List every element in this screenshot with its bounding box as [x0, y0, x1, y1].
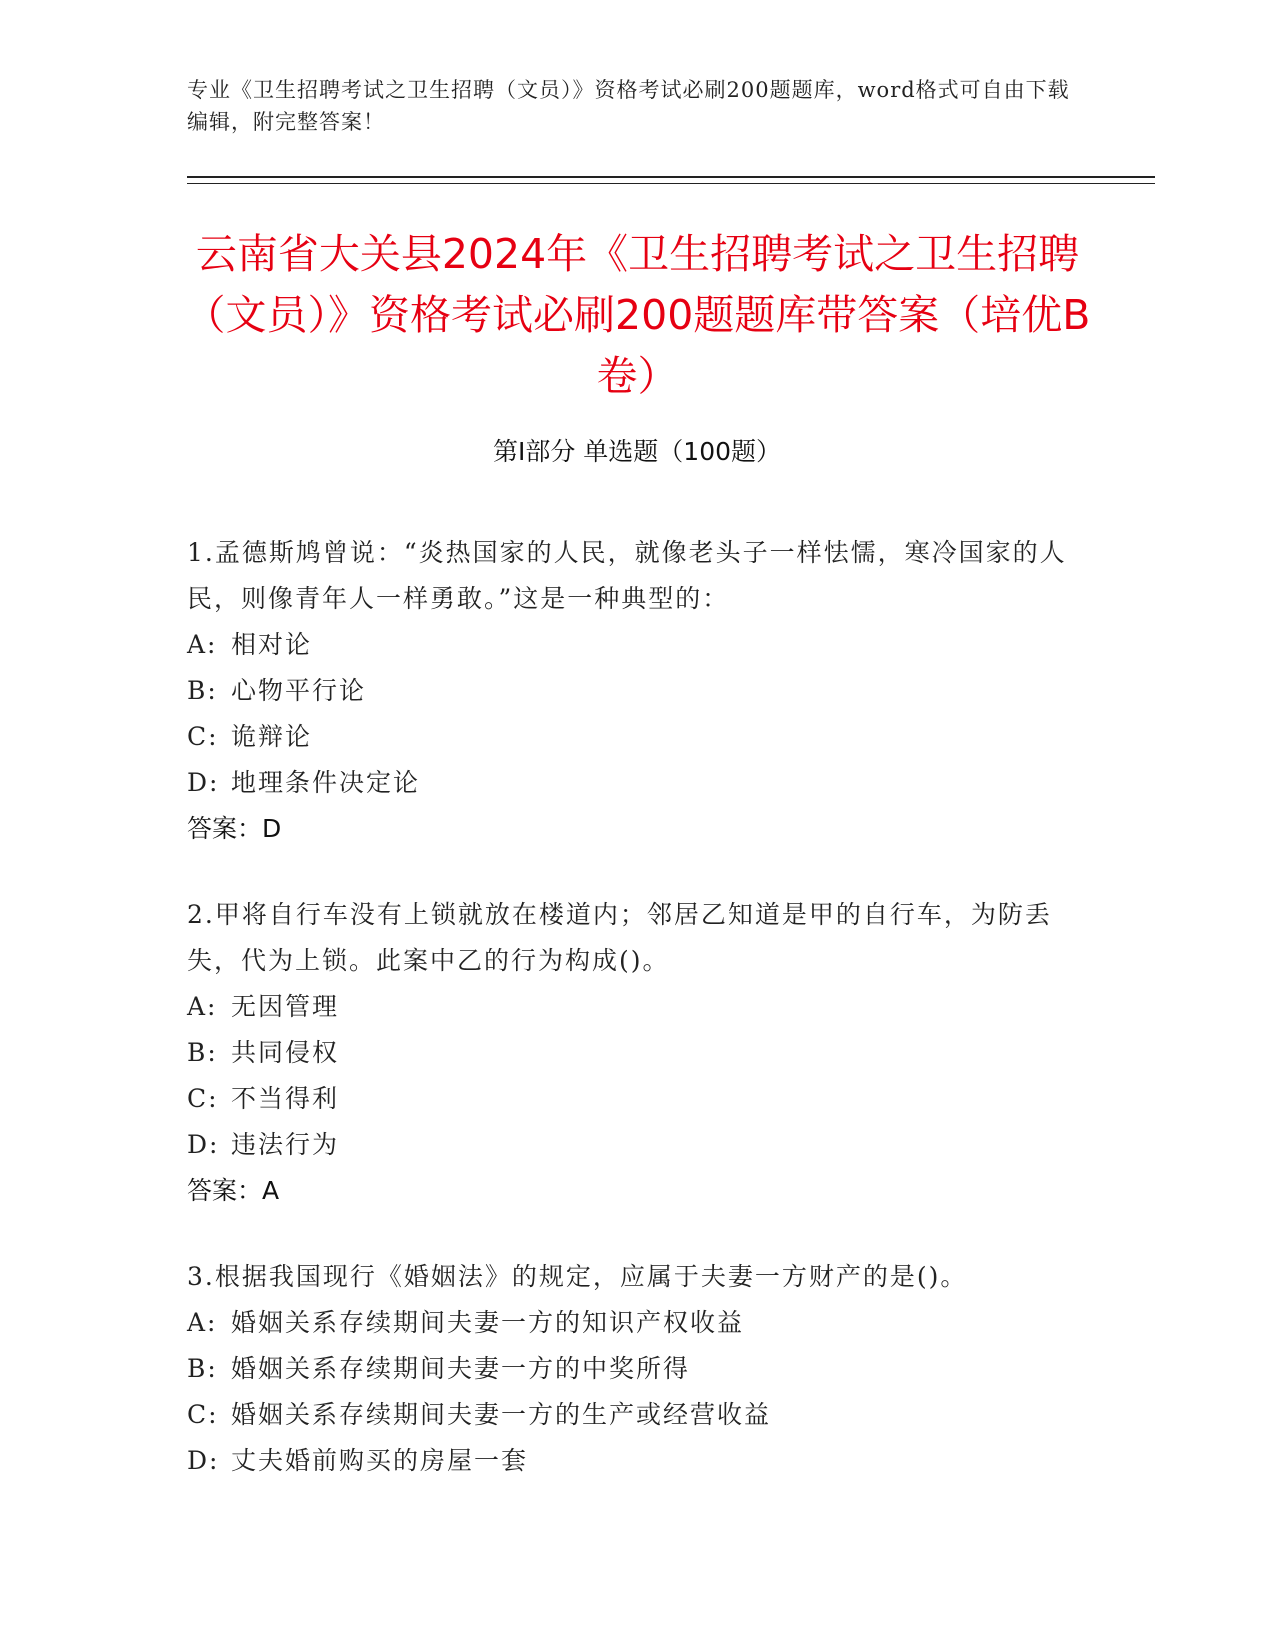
option-key: D: [187, 768, 220, 797]
answer-line: 答案：A [187, 1176, 280, 1205]
question-stem: 3.根据我国现行《婚姻法》的规定，应属于夫妻一方财产的是()。 [187, 1262, 968, 1291]
option-b [187, 1346, 1067, 1392]
option-b [187, 1030, 1067, 1076]
question-3 [187, 1254, 1067, 1484]
question-2 [187, 892, 1067, 1214]
option-key: C: [187, 1400, 219, 1429]
option-text: 共同侵权 [231, 1038, 340, 1067]
option-text: 相对论 [231, 630, 313, 659]
option-key: D: [187, 1446, 220, 1475]
option-text: 丈夫婚前购买的房屋一套 [231, 1446, 529, 1475]
option-key: D: [187, 1130, 220, 1159]
option-text: 违法行为 [231, 1130, 340, 1159]
question-1 [187, 530, 1067, 852]
question-stem: 1.孟德斯鸠曾说：“炎热国家的人民，就像老头子一样怯懦，寒冷国家的人民，则像青年人一样勇敢。”这是一种典型的： [187, 538, 1067, 613]
option-text: 婚姻关系存续期间夫妻一方的生产或经营收益 [231, 1400, 772, 1429]
option-d [187, 1122, 1067, 1168]
option-key: B: [187, 676, 218, 705]
header-divider-thin [187, 183, 1155, 184]
document-title: 云南省大关县2024年《卫生招聘考试之卫生招聘（文员）》资格考试必刷200题题库带答案（培优B卷） [184, 230, 1091, 400]
option-a [187, 1300, 1067, 1346]
option-b [187, 668, 1067, 714]
header-divider-thick [187, 176, 1155, 178]
option-text: 无因管理 [231, 992, 340, 1021]
option-d [187, 1438, 1067, 1484]
option-key: C: [187, 722, 219, 751]
option-d [187, 760, 1067, 806]
option-key: A: [187, 1308, 218, 1337]
question-list [187, 530, 1067, 1524]
option-a [187, 984, 1067, 1030]
option-key: B: [187, 1038, 218, 1067]
header-note: 专业《卫生招聘考试之卫生招聘（文员）》资格考试必刷200题题库，word格式可自由下载编辑，附完整答案！ [187, 78, 1070, 134]
option-key: C: [187, 1084, 219, 1113]
option-text: 不当得利 [231, 1084, 340, 1113]
option-c [187, 1392, 1067, 1438]
option-key: A: [187, 630, 218, 659]
answer-line: 答案：D [187, 814, 282, 843]
option-text: 婚姻关系存续期间夫妻一方的中奖所得 [231, 1354, 691, 1383]
option-key: B: [187, 1354, 218, 1383]
option-c [187, 714, 1067, 760]
section-heading: 第Ⅰ部分 单选题（100题） [492, 437, 782, 466]
option-text: 婚姻关系存续期间夫妻一方的知识产权收益 [231, 1308, 745, 1337]
option-text: 心物平行论 [231, 676, 367, 705]
option-text: 诡辩论 [231, 722, 313, 751]
option-a [187, 622, 1067, 668]
option-key: A: [187, 992, 218, 1021]
option-text: 地理条件决定论 [231, 768, 421, 797]
option-c [187, 1076, 1067, 1122]
question-stem: 2.甲将自行车没有上锁就放在楼道内；邻居乙知道是甲的自行车，为防丢失，代为上锁。此案中乙的行为构成()。 [187, 900, 1052, 975]
